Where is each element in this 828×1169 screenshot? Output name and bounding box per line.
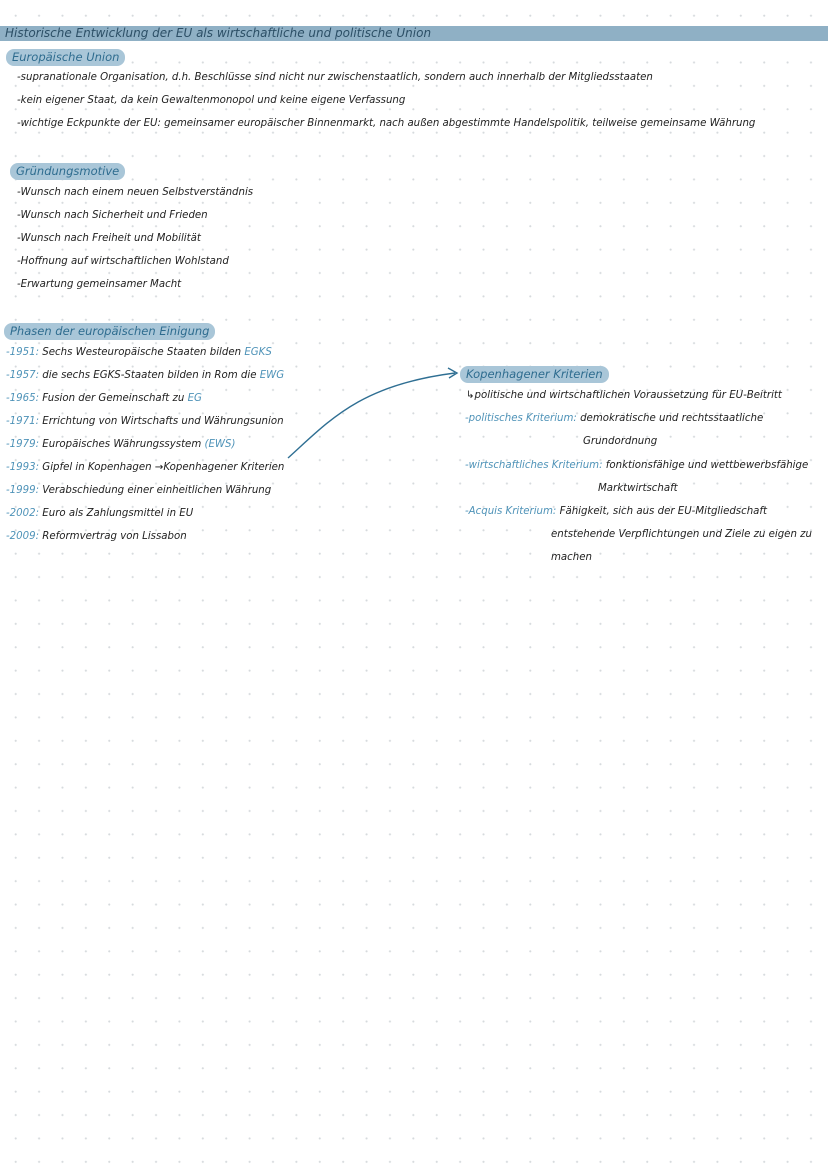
- phase-text: Reformvertrag von Lissabon: [42, 531, 187, 542]
- phase-row: [6, 369, 284, 383]
- criteria-political-cont: Grundordnung: [583, 436, 658, 447]
- phase-row: [6, 461, 284, 475]
- criteria-acquis-label: -Acquis Kriterium:: [465, 506, 557, 517]
- criteria-acquis-cont-2: machen: [551, 552, 592, 563]
- phase-tail: EGKS: [244, 347, 272, 358]
- criteria-economic-label: -wirtschaftliches Kriterium:: [465, 460, 603, 471]
- eu-line-2: -kein eigener Staat, da kein Gewaltenmonopol und keine eigene Verfassung: [17, 95, 406, 106]
- phase-text: die sechs EGKS-Staaten bilden in Rom die: [42, 370, 257, 381]
- motive-3: -Wunsch nach Freiheit und Mobilität: [17, 233, 201, 244]
- criteria-economic-text: fonktionsfähige und wettbewerbsfähige: [605, 460, 809, 471]
- criteria-economic-cont: Marktwirtschaft: [598, 483, 678, 494]
- phase-row: [6, 392, 202, 406]
- phase-year: -1957:: [6, 370, 40, 381]
- phase-year: -1965:: [6, 393, 40, 404]
- heading-criteria: Kopenhagener Kriterien: [460, 366, 609, 383]
- phase-row: [6, 507, 193, 521]
- phase-year: -1999:: [6, 485, 40, 496]
- page-title: Historische Entwicklung der EU als wirtschaftliche und politische Union: [5, 26, 432, 40]
- criteria-political: [465, 412, 763, 426]
- criteria-acquis: [465, 505, 767, 519]
- criteria-acquis-text: Fähigkeit, sich aus der EU-Mitgliedschaft: [559, 506, 767, 517]
- motive-2: -Wunsch nach Sicherheit und Frieden: [17, 210, 208, 221]
- phase-row: [6, 438, 235, 452]
- phase-text: Sechs Westeuropäische Staaten bilden: [42, 347, 242, 358]
- arrow-head-icon: [448, 368, 457, 378]
- eu-line-3: -wichtige Eckpunkte der EU: gemeinsamer europäischer Binnenmarkt, nach außen abgestimmte Handelspolitik, teilweise gemeinsame Währung: [17, 118, 756, 129]
- phase-year: -2002:: [6, 508, 40, 519]
- criteria-intro: ↳politische und wirtschaftlichen Voraussetzung für EU-Beitritt: [466, 390, 782, 401]
- heading-eu: Europäische Union: [6, 49, 125, 66]
- heading-motives: Gründungsmotive: [10, 163, 125, 180]
- phase-row: [6, 346, 272, 360]
- phase-year: -1979:: [6, 439, 40, 450]
- phase-row: [6, 530, 187, 544]
- phase-text: Gipfel in Kopenhagen →Kopenhagener Kriterien: [42, 462, 285, 473]
- motive-1: -Wunsch nach einem neuen Selbstverständnis: [17, 187, 254, 198]
- phase-text: Euro als Zahlungsmittel in EU: [42, 508, 194, 519]
- arrow-path: [288, 373, 455, 458]
- criteria-economic: [465, 459, 808, 473]
- phase-year: -2009:: [6, 531, 40, 542]
- phase-row: [6, 484, 271, 498]
- phase-tail: (EWS): [204, 439, 236, 450]
- phase-text: Fusion der Gemeinschaft zu: [42, 393, 185, 404]
- phase-text: Verabschiedung einer einheitlichen Währung: [42, 485, 272, 496]
- phase-year: -1971:: [6, 416, 40, 427]
- phase-row: [6, 415, 284, 429]
- phase-text: Errichtung von Wirtschafts und Währungsunion: [42, 416, 284, 427]
- criteria-acquis-cont-1: entstehende Verpflichtungen und Ziele zu eigen zu: [551, 529, 812, 540]
- criteria-political-label: -politisches Kriterium:: [465, 413, 577, 424]
- heading-phases: Phasen der europäischen Einigung: [4, 323, 215, 340]
- motive-4: -Hoffnung auf wirtschaftlichen Wohlstand: [17, 256, 229, 267]
- eu-line-1: -supranationale Organisation, d.h. Beschlüsse sind nicht nur zwischenstaatlich, sondern auch innerhalb der Mitgliedsstaaten: [17, 72, 653, 83]
- phase-tail: EWG: [259, 370, 285, 381]
- phase-tail: EG: [187, 393, 202, 404]
- phase-year: -1993:: [6, 462, 40, 473]
- phase-year: -1951:: [6, 347, 40, 358]
- motive-5: -Erwartung gemeinsamer Macht: [17, 279, 182, 290]
- criteria-political-text: demokratische und rechtsstaatliche: [580, 413, 764, 424]
- phase-text: Europäisches Währungssystem: [42, 439, 202, 450]
